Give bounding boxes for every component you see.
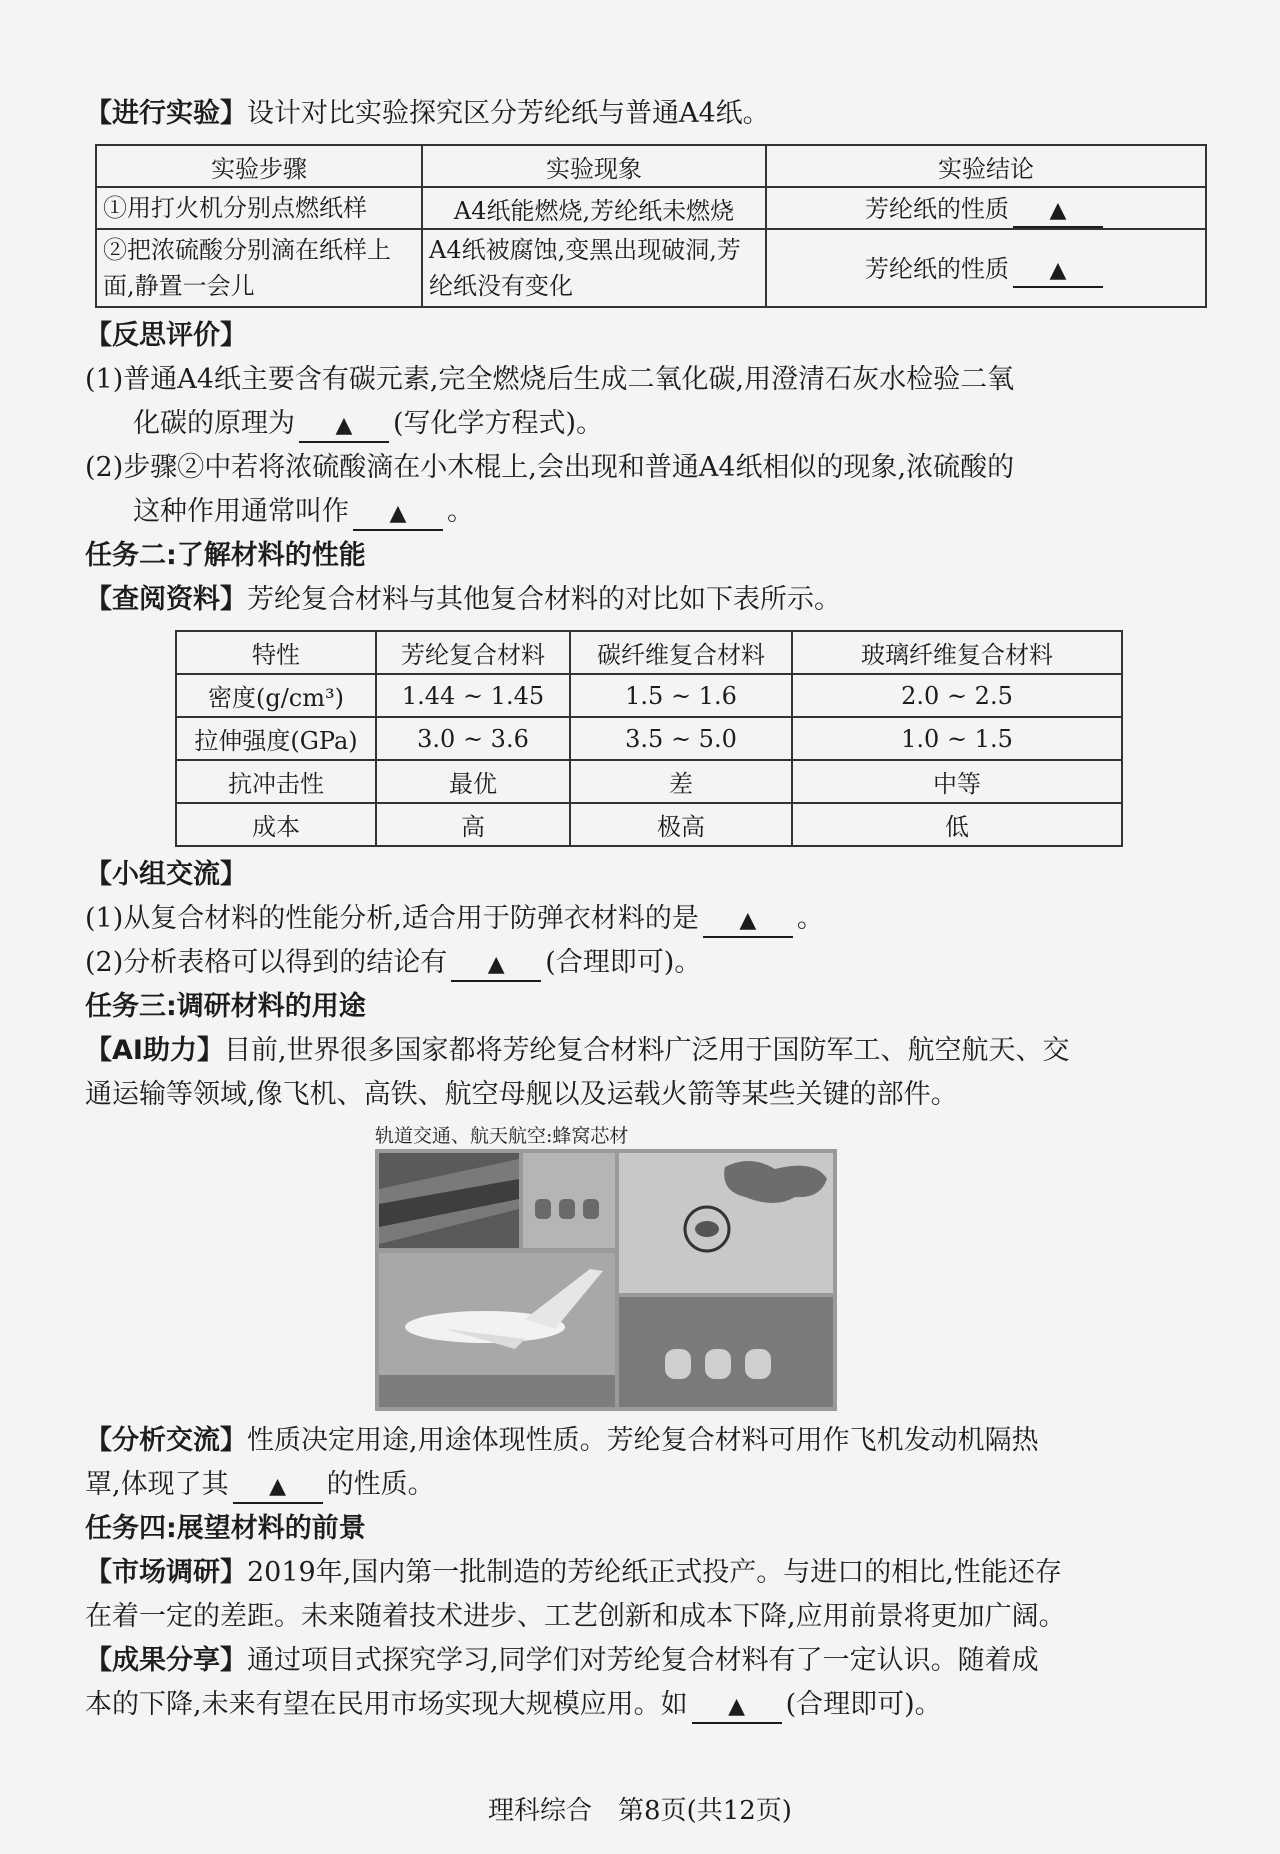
- section-tag: 【进行实验】: [85, 98, 247, 129]
- table-row: [176, 803, 1122, 846]
- reflect-tag: 【反思评价】: [85, 320, 247, 351]
- conclusion-text: 芳纶纸的性质: [865, 194, 1009, 223]
- page-footer: 理科综合 第8页(共12页): [488, 1796, 792, 1826]
- paragraph-text: 本的下降,未来有望在民用市场实现大规模应用。如: [85, 1689, 688, 1720]
- paragraph-line: 在着一定的差距。未来随着技术进步、工艺创新和成本下降,应用前景将更加广阔。: [85, 1601, 1066, 1632]
- question-line: [85, 490, 1215, 534]
- table-header-row: [176, 631, 1122, 674]
- answer-blank[interactable]: ▲: [1013, 196, 1103, 228]
- table-cell: A4纸被腐蚀,变黑出现破洞,芳纶纸没有变化: [422, 229, 766, 307]
- table-row: [96, 229, 1206, 307]
- table-cell: 高: [376, 803, 570, 846]
- question-line: [85, 402, 1215, 446]
- table-cell: 中等: [792, 760, 1122, 803]
- table-header: 芳纶复合材料: [376, 631, 570, 674]
- group-tag: 【小组交流】: [85, 859, 247, 890]
- question-text: 。: [447, 496, 474, 527]
- question-line: [85, 941, 1215, 985]
- table-cell: 3.0 ~ 3.6: [376, 717, 570, 760]
- aircraft-photo-collage: [375, 1149, 837, 1411]
- paragraph-line: [85, 1683, 1215, 1727]
- exam-page: [85, 92, 1215, 1727]
- table-row: [96, 187, 1206, 229]
- table-cell: 1.5 ~ 1.6: [570, 674, 792, 717]
- task-title: 任务四:展望材料的前景: [85, 1513, 366, 1544]
- table-cell: A4纸能燃烧,芳纶纸未燃烧: [422, 187, 766, 229]
- table-cell: 抗冲击性: [176, 760, 376, 803]
- table-cell: 差: [570, 760, 792, 803]
- section-tag: 【成果分享】: [85, 1645, 247, 1676]
- table-header: 实验结论: [766, 145, 1206, 187]
- question-text: (合理即可)。: [545, 947, 702, 978]
- intro-text: 设计对比实验探究区分芳纶纸与普通A4纸。: [247, 98, 770, 129]
- section-tag: 【市场调研】: [85, 1557, 247, 1588]
- question-text: (2)分析表格可以得到的结论有: [85, 947, 448, 978]
- task-title: 任务三:调研材料的用途: [85, 991, 366, 1022]
- answer-blank[interactable]: ▲: [703, 906, 793, 938]
- answer-blank[interactable]: ▲: [299, 411, 389, 443]
- table-cell: 3.5 ~ 5.0: [570, 717, 792, 760]
- task-title: 任务二:了解材料的性能: [85, 540, 366, 571]
- answer-blank[interactable]: ▲: [692, 1692, 782, 1724]
- answer-blank[interactable]: ▲: [1013, 256, 1103, 288]
- question-text: 化碳的原理为: [133, 408, 295, 439]
- paragraph-line: [85, 1551, 1215, 1595]
- task-intro: [85, 578, 1215, 622]
- section-tag: 【AI助力】: [85, 1035, 224, 1066]
- paragraph-text: 目前,世界很多国家都将芳纶复合材料广泛用于国防军工、航空航天、交: [223, 1035, 1070, 1066]
- table-row: [176, 674, 1122, 717]
- answer-blank[interactable]: ▲: [451, 950, 541, 982]
- answer-blank[interactable]: ▲: [233, 1472, 323, 1504]
- materials-table: [175, 630, 1123, 847]
- paragraph-text: 2019年,国内第一批制造的芳纶纸正式投产。与进口的相比,性能还存: [247, 1557, 1062, 1588]
- table-row: [176, 760, 1122, 803]
- question-text: (1)从复合材料的性能分析,适合用于防弹衣材料的是: [85, 903, 699, 934]
- figure-caption: 轨道交通、航天航空:蜂窝芯材: [375, 1125, 629, 1147]
- table-header-row: [96, 145, 1206, 187]
- table-cell: ①用打火机分别点燃纸样: [96, 187, 422, 229]
- question-text: (写化学方程式)。: [393, 408, 604, 439]
- table-cell: 密度(g/cm³): [176, 674, 376, 717]
- table-header: 碳纤维复合材料: [570, 631, 792, 674]
- paragraph-line: [85, 1029, 1215, 1073]
- table-header: 玻璃纤维复合材料: [792, 631, 1122, 674]
- paragraph-text: 的性质。: [326, 1469, 435, 1500]
- question-text: 这种作用通常叫作: [133, 496, 349, 527]
- question-line: (2)步骤②中若将浓硫酸滴在小木棍上,会出现和普通A4纸相似的现象,浓硫酸的: [85, 452, 1015, 483]
- table-cell: [766, 187, 1206, 229]
- table-cell: [766, 229, 1206, 307]
- table-cell: 1.0 ~ 1.5: [792, 717, 1122, 760]
- paragraph-text: 罩,体现了其: [85, 1469, 229, 1500]
- paragraph-line: [85, 1463, 1215, 1507]
- paragraph-line: 通运输等领域,像飞机、高铁、航空母舰以及运载火箭等某些关键的部件。: [85, 1079, 958, 1110]
- section-tag: 【分析交流】: [85, 1425, 247, 1456]
- question-text: 。: [796, 903, 824, 934]
- table-header: 实验步骤: [96, 145, 422, 187]
- conclusion-text: 芳纶纸的性质: [865, 254, 1009, 283]
- paragraph-line: [85, 1639, 1215, 1683]
- experiment-intro: [85, 92, 1215, 136]
- section-tag: 【查阅资料】: [85, 584, 247, 615]
- table-header: 特性: [176, 631, 376, 674]
- question-line: (1)普通A4纸主要含有碳元素,完全燃烧后生成二氧化碳,用澄清石灰水检验二氧: [85, 364, 1015, 395]
- table-cell: 成本: [176, 803, 376, 846]
- experiment-table: [95, 144, 1207, 308]
- paragraph-text: 通过项目式探究学习,同学们对芳纶复合材料有了一定认识。随着成: [247, 1645, 1039, 1676]
- intro-text: 芳纶复合材料与其他复合材料的对比如下表所示。: [247, 584, 841, 615]
- table-cell: 拉伸强度(GPa): [176, 717, 376, 760]
- table-header: 实验现象: [422, 145, 766, 187]
- table-cell: 1.44 ~ 1.45: [376, 674, 570, 717]
- table-cell: 2.0 ~ 2.5: [792, 674, 1122, 717]
- paragraph-text: (合理即可)。: [785, 1689, 942, 1720]
- materials-photo-figure: [375, 1123, 837, 1411]
- table-row: [176, 717, 1122, 760]
- table-cell: 最优: [376, 760, 570, 803]
- table-cell: 极高: [570, 803, 792, 846]
- paragraph-line: [85, 1419, 1215, 1463]
- paragraph-text: 性质决定用途,用途体现性质。芳纶复合材料可用作飞机发动机隔热: [247, 1425, 1039, 1456]
- table-cell: 低: [792, 803, 1122, 846]
- answer-blank[interactable]: ▲: [353, 499, 443, 531]
- question-line: [85, 897, 1215, 941]
- table-cell: ②把浓硫酸分别滴在纸样上面,静置一会儿: [96, 229, 422, 307]
